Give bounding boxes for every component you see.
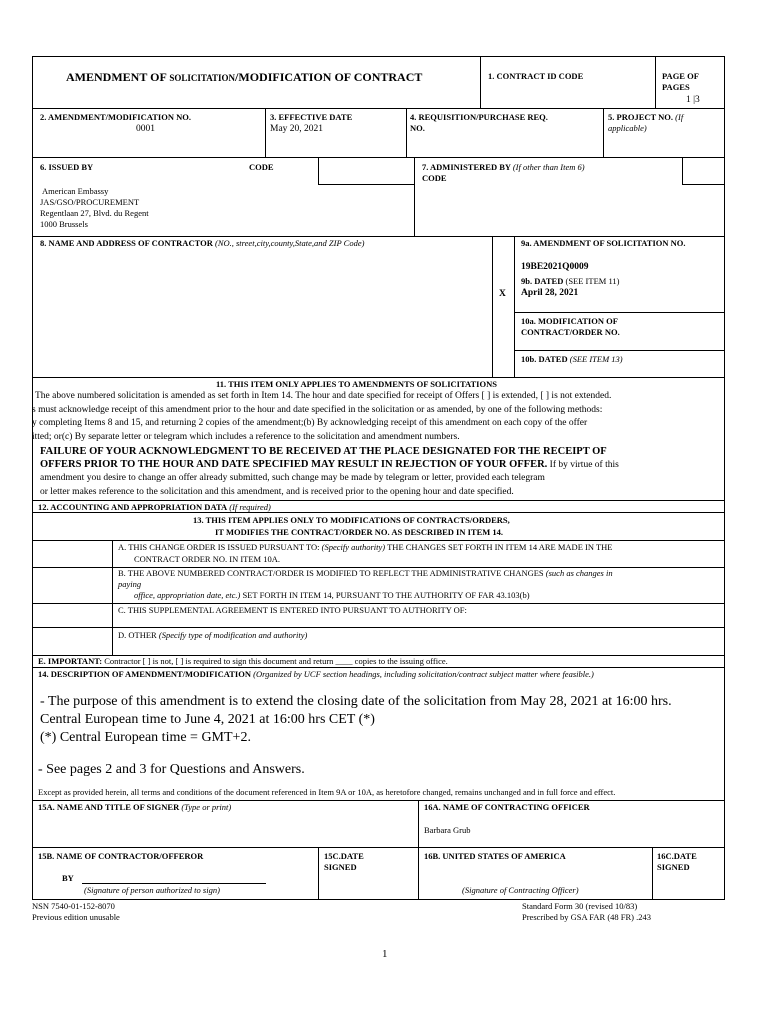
item-14-body-3: (*) Central European time = GMT+2. [40, 730, 251, 745]
item-13c-line: C. THIS SUPPLEMENTAL AGREEMENT IS ENTERED INTO PURSUANT TO AUTHORITY OF: [118, 605, 467, 615]
effective-date-label: 3. EFFECTIVE DATE [270, 112, 353, 122]
contractor-label: 8. NAME AND ADDRESS OF CONTRACTOR (NO., street,city,county,State,and ZIP Code) [40, 238, 365, 248]
issuer-line-3: Regentlaan 27, Blvd. du Regent [40, 208, 149, 218]
contracting-officer-name: Barbara Grub [424, 825, 471, 835]
item-14-label: 14. DESCRIPTION OF AMENDMENT/MODIFICATION (Organized by UCF section headings, including solicitation/contract subject matter where feasible.) [38, 669, 594, 679]
item-10b-label: 10b. DATED (SEE ITEM 13) [521, 354, 623, 364]
page-number: 1 [382, 948, 388, 960]
item-11-warning-2: OFFERS PRIOR TO THE HOUR AND DATE SPECIFIED MAY RESULT IN REJECTION OF YOUR OFFER. If by virtue of this [40, 459, 619, 470]
item-10a-label: 10a. MODIFICATION OF [521, 316, 618, 326]
amendment-no-label: 2. AMENDMENT/MODIFICATION NO. [40, 112, 191, 122]
item-13a-line-2: CONTRACT ORDER NO. IN ITEM 10A. [134, 554, 280, 564]
item-9a-label: 9a. AMENDMENT OF SOLICITATION NO. [521, 238, 686, 248]
page-count: 1 |3 [686, 95, 700, 105]
page-of-label: PAGE OF [662, 71, 699, 81]
signer-15c-label-2: SIGNED [324, 862, 357, 872]
by-label: BY [62, 873, 74, 883]
effective-date-value: May 20, 2021 [270, 124, 324, 134]
issued-by-code-label: CODE [249, 162, 274, 172]
item-12-label: 12. ACCOUNTING AND APPROPRIATION DATA (If required) [38, 502, 271, 512]
item-13-title-2: IT MODIFIES THE CONTRACT/ORDER NO. AS DESCRIBED IN ITEM 14. [215, 527, 504, 537]
item-14-body-1: - The purpose of this amendment is to extend the closing date of the solicitation from May 28, 2021 at 16:00 hrs. [40, 694, 672, 709]
officer-signature-caption: (Signature of Contracting Officer) [462, 885, 579, 895]
contractor-signature-caption: (Signature of person authorized to sign) [84, 885, 220, 895]
item-13b-line-3: office, appropriation date, etc.) SET FORTH IN ITEM 14, PURSUANT TO THE AUTHORITY OF FAR 43.103(b) [134, 590, 530, 600]
item-11-line-1: The above numbered solicitation is amended as set forth in Item 14. The hour and date specified for receipt of Offers [ ] is extended, [ ] is not extended. [35, 391, 612, 401]
item-13b-line-2: paying [118, 579, 142, 589]
item-11-warning-1: FAILURE OF YOUR ACKNOWLEDGMENT TO BE RECEIVED AT THE PLACE DESIGNATED FOR THE RECEIPT OF [40, 446, 607, 457]
item-13a-line-1: A. THIS CHANGE ORDER IS ISSUED PURSUANT TO: (Specify authority) THE CHANGES SET FORTH IN ITEM 14 ARE MADE IN THE [118, 542, 613, 552]
previous-edition-note: Previous edition unusable [32, 912, 120, 922]
issuer-line-4: 1000 Brussels [40, 219, 88, 229]
project-no-note: applicable) [608, 123, 647, 133]
issuer-line-2: JAS/GSO/PROCUREMENT [40, 197, 140, 207]
signer-16c-label-1: 16C.DATE [657, 851, 697, 861]
signer-16c-label-2: SIGNED [657, 862, 690, 872]
item-13d-line: D. OTHER (Specify type of modification and authority) [118, 630, 308, 640]
administered-code-label: CODE [422, 173, 447, 183]
contractor-signature-line[interactable] [82, 883, 266, 884]
item-13-title-1: 13. THIS ITEM APPLIES ONLY TO MODIFICATIONS OF CONTRACTS/ORDERS, [193, 515, 510, 525]
issued-by-label: 6. ISSUED BY [40, 162, 94, 172]
prescribed-by-label: Prescribed by GSA FAR (48 FR) .243 [522, 912, 651, 922]
requisition-label-no: NO. [410, 123, 425, 133]
signer-15b-label: 15B. NAME OF CONTRACTOR/OFFEROR [38, 851, 204, 861]
contract-id-label: 1. CONTRACT ID CODE [488, 71, 584, 81]
item-14-pages-note: - See pages 2 and 3 for Questions and Answers. [38, 762, 305, 777]
item-11-line-3: y completing Items 8 and 15, and returning 2 copies of the amendment;(b) By acknowledging receipt of this amendment on each copy of the offer [32, 418, 588, 428]
signer-16b-label: 16B. UNITED STATES OF AMERICA [424, 851, 566, 861]
signer-15a-label: 15A. NAME AND TITLE OF SIGNER (Type or print) [38, 802, 232, 812]
unchanged-clause: Except as provided herein, all terms and conditions of the document referenced in Item 9A or 10A, as heretofore changed, remains unchanged and in full force and effect. [38, 787, 616, 797]
item-9b-label: 9b. DATED (SEE ITEM 11) [521, 276, 620, 286]
issuer-line-1: American Embassy [42, 186, 109, 196]
signer-15c-label-1: 15C.DATE [324, 851, 364, 861]
item-11-tail-2: or letter makes reference to the solicitation and this amendment, and is received prior to the opening hour and date specified. [40, 487, 514, 497]
item-11-line-2: s must acknowledge receipt of this amendment prior to the hour and date specified in the solicitation or as amended, by one of the following methods: [32, 405, 603, 415]
item-13b-line-1: B. THE ABOVE NUMBERED CONTRACT/ORDER IS MODIFIED TO REFLECT THE ADMINISTRATIVE CHANGES (such as changes in [118, 568, 613, 578]
item-14-body-2: Central European time to June 4, 2021 at 16:00 hrs CET (*) [40, 712, 375, 727]
amendment-no-value: 0001 [136, 124, 155, 134]
item-11-title: 11. THIS ITEM ONLY APPLIES TO AMENDMENTS OF SOLICITATIONS [216, 379, 497, 389]
item-9b-value: April 28, 2021 [521, 288, 579, 298]
item-9-checkmark: X [499, 289, 506, 299]
nsn-number: NSN 7540-01-152-8070 [32, 901, 115, 911]
form-title: AMENDMENT OF SOLICITATION/MODIFICATION OF CONTRACT [66, 70, 423, 84]
item-11-line-4: itted; or(c) By separate letter or telegram which includes a reference to the solicitation and amendment numbers. [32, 432, 460, 442]
signer-16a-label: 16A. NAME OF CONTRACTING OFFICER [424, 802, 590, 812]
item-10a-label-2: CONTRACT/ORDER NO. [521, 327, 620, 337]
administered-by-label: 7. ADMINISTERED BY (If other than Item 6) [422, 162, 585, 172]
standard-form-label: Standard Form 30 (revised 10/83) [522, 901, 638, 911]
item-11-tail-1: amendment you desire to change an offer already submitted, such change may be made by telegram or letter, provided each telegram [40, 473, 545, 483]
item-9a-value: 19BE2021Q0009 [521, 262, 589, 272]
project-no-label: 5. PROJECT NO. (If [608, 112, 684, 122]
important-line: E. IMPORTANT: Contractor [ ] is not, [ ] is required to sign this document and return ____ copies to the issuing office. [38, 656, 448, 666]
pages-label: PAGES [662, 82, 690, 92]
requisition-label: 4. REQUISITION/PURCHASE REQ. [410, 112, 548, 122]
